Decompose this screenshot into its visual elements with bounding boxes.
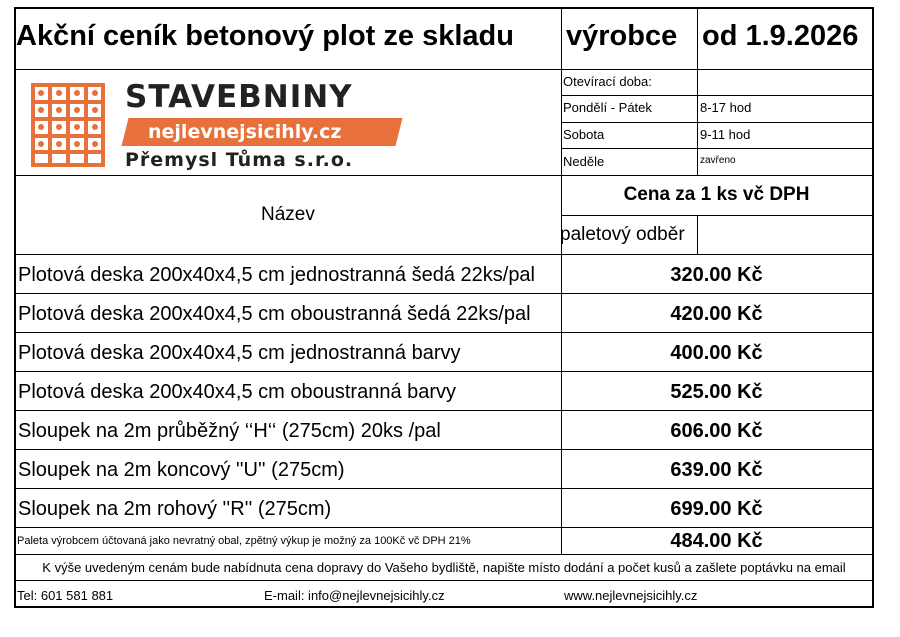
hours-day-weekdays: Pondělí - Pátek xyxy=(563,100,652,115)
hours-time-sunday: zavřeno xyxy=(700,155,736,166)
price-list-sheet xyxy=(14,7,874,608)
item-name: Sloupek na 2m rohový ''R'' (275cm) xyxy=(18,498,332,520)
maker-label: výrobce xyxy=(566,20,678,52)
logo-company: Přemysl Tůma s.r.o. xyxy=(125,149,354,171)
pallet-note: Paleta výrobcem účtovaná jako nevratný obal, zpětný výkup je možný za 100Kč vč DPH 21% xyxy=(17,535,471,547)
opening-hours-label: Otevírací doba: xyxy=(563,74,652,89)
item-price: 699.00 Kč xyxy=(670,498,763,520)
item-price: 420.00 Kč xyxy=(670,303,763,325)
contact-email: E-mail: info@nejlevnejsicihly.cz xyxy=(264,588,445,603)
item-price: 320.00 Kč xyxy=(670,264,763,286)
brick-pattern-icon xyxy=(30,82,106,168)
column-header-pallet: paletový odběr xyxy=(560,224,685,245)
column-header-name: Název xyxy=(261,204,315,225)
item-name: Sloupek na 2m koncový ''U'' (275cm) xyxy=(18,459,345,481)
company-logo xyxy=(30,80,420,170)
hours-time-weekdays: 8-17 hod xyxy=(700,100,752,115)
item-name: Plotová deska 200x40x4,5 cm oboustranná barvy xyxy=(18,381,457,403)
contact-website: www.nejlevnejsicihly.cz xyxy=(564,588,698,603)
hours-day-sunday: Neděle xyxy=(563,154,605,169)
delivery-notice: K výše uvedeným cenám bude nabídnuta cena dopravy do Vašeho bydliště, napište místo dodání a počet kusů a zašlete poptávku na email xyxy=(42,560,846,575)
page-title: Akční ceník betonový plot ze skladu xyxy=(16,20,514,52)
item-name: Plotová deska 200x40x4,5 cm oboustranná šedá 22ks/pal xyxy=(18,303,531,325)
item-price: 606.00 Kč xyxy=(670,420,763,442)
logo-name: STAVEBNINY xyxy=(125,79,353,115)
item-price: 639.00 Kč xyxy=(670,459,763,481)
item-name: Plotová deska 200x40x4,5 cm jednostranná šedá 22ks/pal xyxy=(18,264,536,286)
hours-day-saturday: Sobota xyxy=(563,127,605,142)
item-name: Sloupek na 2m průběžný ‘‘H‘‘ (275cm) 20ks /pal xyxy=(18,420,441,442)
logo-web: nejlevnejsicihly.cz xyxy=(148,121,342,143)
hours-time-saturday: 9-11 hod xyxy=(700,127,751,142)
item-price: 400.00 Kč xyxy=(670,342,763,364)
valid-from-date: od 1.9.2026 xyxy=(702,20,859,52)
contact-phone: Tel: 601 581 881 xyxy=(17,588,114,603)
item-name: Plotová deska 200x40x4,5 cm jednostranná barvy xyxy=(18,342,461,364)
column-header-price: Cena za 1 ks vč DPH xyxy=(623,184,810,205)
item-price: 525.00 Kč xyxy=(670,381,763,403)
pallet-price: 484.00 Kč xyxy=(670,530,763,552)
